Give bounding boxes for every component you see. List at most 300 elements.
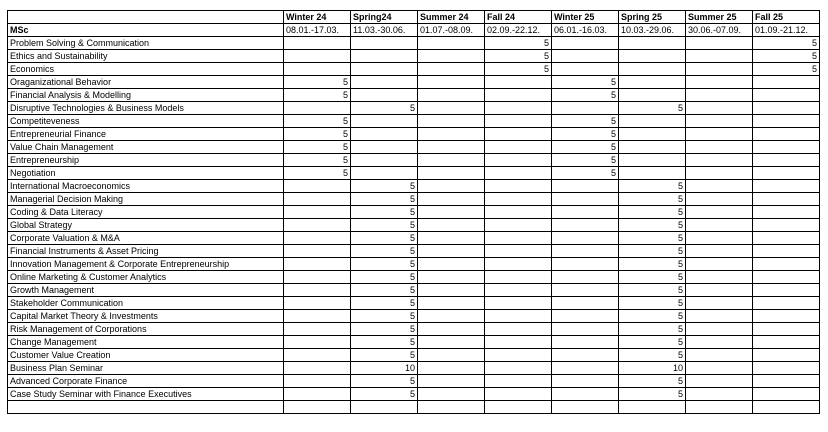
credit-cell[interactable] xyxy=(485,206,552,219)
credit-cell[interactable] xyxy=(284,271,351,284)
credit-cell[interactable] xyxy=(351,154,418,167)
credit-cell[interactable] xyxy=(284,388,351,401)
course-name-cell[interactable]: Financial Instruments & Asset Pricing xyxy=(8,245,284,258)
credit-cell[interactable] xyxy=(619,167,686,180)
credit-cell[interactable] xyxy=(552,349,619,362)
credit-cell[interactable] xyxy=(485,284,552,297)
credit-cell[interactable] xyxy=(552,219,619,232)
credit-cell[interactable] xyxy=(619,63,686,76)
credit-cell[interactable] xyxy=(418,258,485,271)
table-row xyxy=(8,258,820,271)
credit-cell[interactable]: 5 xyxy=(485,37,552,50)
credit-cell[interactable]: 5 xyxy=(619,310,686,323)
credit-cell[interactable]: 5 xyxy=(619,206,686,219)
credit-cell[interactable] xyxy=(753,323,820,336)
credit-cell[interactable]: 5 xyxy=(619,284,686,297)
credit-cell[interactable] xyxy=(418,401,485,414)
course-name-cell[interactable]: Global Strategy xyxy=(8,219,284,232)
credit-cell[interactable] xyxy=(552,362,619,375)
course-name-cell[interactable]: Online Marketing & Customer Analytics xyxy=(8,271,284,284)
credit-cell[interactable]: 5 xyxy=(485,63,552,76)
credit-cell[interactable] xyxy=(753,388,820,401)
credit-cell[interactable] xyxy=(619,37,686,50)
credit-cell[interactable] xyxy=(686,258,753,271)
term-header-cell[interactable]: Winter 24 xyxy=(284,11,351,24)
credit-cell[interactable] xyxy=(686,284,753,297)
credit-cell[interactable] xyxy=(418,284,485,297)
credit-cell[interactable] xyxy=(552,310,619,323)
credit-cell[interactable] xyxy=(418,323,485,336)
credit-cell[interactable] xyxy=(351,37,418,50)
credit-cell[interactable] xyxy=(351,141,418,154)
credit-cell[interactable] xyxy=(686,50,753,63)
credit-cell[interactable]: 5 xyxy=(351,180,418,193)
term-header-cell[interactable]: Fall 24 xyxy=(485,11,552,24)
credit-cell[interactable] xyxy=(485,154,552,167)
credit-cell[interactable] xyxy=(753,336,820,349)
credit-cell[interactable] xyxy=(753,258,820,271)
credit-cell[interactable] xyxy=(686,193,753,206)
credit-cell[interactable] xyxy=(619,115,686,128)
credit-cell[interactable] xyxy=(284,232,351,245)
credit-cell[interactable]: 5 xyxy=(351,219,418,232)
table-row xyxy=(8,375,820,388)
credit-cell[interactable] xyxy=(418,297,485,310)
credit-cell[interactable] xyxy=(619,141,686,154)
term-dates-cell[interactable]: 02.09.-22.12. xyxy=(485,24,552,37)
term-header-cell[interactable]: Summer 24 xyxy=(418,11,485,24)
credit-cell[interactable] xyxy=(351,50,418,63)
credit-cell[interactable]: 5 xyxy=(284,167,351,180)
credit-cell[interactable] xyxy=(418,362,485,375)
term-header-cell[interactable]: Winter 25 xyxy=(552,11,619,24)
credit-cell[interactable]: 5 xyxy=(552,141,619,154)
credit-cell[interactable] xyxy=(284,310,351,323)
credit-cell[interactable]: 5 xyxy=(351,310,418,323)
credit-cell[interactable] xyxy=(686,167,753,180)
course-name-cell[interactable] xyxy=(8,401,284,414)
credit-cell[interactable] xyxy=(552,193,619,206)
credit-cell[interactable] xyxy=(552,297,619,310)
credit-cell[interactable] xyxy=(686,336,753,349)
credit-cell[interactable]: 5 xyxy=(351,258,418,271)
credit-cell[interactable] xyxy=(284,401,351,414)
credit-cell[interactable] xyxy=(485,310,552,323)
term-dates-cell[interactable]: 06.01.-16.03. xyxy=(552,24,619,37)
credit-cell[interactable] xyxy=(351,89,418,102)
credit-cell[interactable]: 5 xyxy=(552,128,619,141)
credit-cell[interactable]: 5 xyxy=(351,206,418,219)
program-label-cell[interactable]: MSc xyxy=(8,24,284,37)
credit-cell[interactable] xyxy=(485,362,552,375)
credit-cell[interactable] xyxy=(485,323,552,336)
credit-cell[interactable] xyxy=(284,102,351,115)
credit-cell[interactable] xyxy=(753,232,820,245)
credit-cell[interactable]: 5 xyxy=(619,219,686,232)
credit-cell[interactable] xyxy=(418,349,485,362)
credit-cell[interactable] xyxy=(418,76,485,89)
credit-cell[interactable]: 5 xyxy=(552,76,619,89)
credit-cell[interactable] xyxy=(485,89,552,102)
table-row xyxy=(8,102,820,115)
credit-cell[interactable]: 5 xyxy=(552,154,619,167)
credit-cell[interactable]: 5 xyxy=(284,76,351,89)
credit-cell[interactable] xyxy=(552,258,619,271)
credit-cell[interactable] xyxy=(418,63,485,76)
credit-cell[interactable]: 5 xyxy=(351,284,418,297)
term-dates-cell[interactable]: 10.03.-29.06. xyxy=(619,24,686,37)
credit-cell[interactable]: 5 xyxy=(619,271,686,284)
credit-cell[interactable] xyxy=(552,180,619,193)
credit-cell[interactable]: 10 xyxy=(351,362,418,375)
credit-cell[interactable] xyxy=(753,297,820,310)
course-name-cell[interactable]: Advanced Corporate Finance xyxy=(8,375,284,388)
course-name-cell[interactable]: Ethics and Sustainability xyxy=(8,50,284,63)
credit-cell[interactable] xyxy=(753,167,820,180)
course-name-cell[interactable]: Oraganizational Behavior xyxy=(8,76,284,89)
credit-cell[interactable]: 5 xyxy=(619,388,686,401)
credit-cell[interactable]: 5 xyxy=(552,167,619,180)
credit-cell[interactable]: 5 xyxy=(351,271,418,284)
credit-cell[interactable]: 5 xyxy=(351,388,418,401)
credit-cell[interactable]: 5 xyxy=(351,349,418,362)
credit-cell[interactable] xyxy=(753,362,820,375)
credit-cell[interactable] xyxy=(753,349,820,362)
table-row xyxy=(8,310,820,323)
credit-cell[interactable] xyxy=(753,401,820,414)
credit-cell[interactable] xyxy=(552,401,619,414)
credit-cell[interactable]: 5 xyxy=(619,297,686,310)
course-name-cell[interactable]: Negotiation xyxy=(8,167,284,180)
credit-cell[interactable] xyxy=(619,154,686,167)
term-dates-cell[interactable]: 08.01.-17.03. xyxy=(284,24,351,37)
credit-cell[interactable] xyxy=(418,336,485,349)
credit-cell[interactable] xyxy=(418,89,485,102)
credit-cell[interactable] xyxy=(552,284,619,297)
credit-cell[interactable] xyxy=(418,37,485,50)
credit-cell[interactable] xyxy=(753,219,820,232)
credit-cell[interactable] xyxy=(753,375,820,388)
credit-cell[interactable]: 5 xyxy=(619,258,686,271)
table-row xyxy=(8,219,820,232)
credit-cell[interactable] xyxy=(686,37,753,50)
credit-cell[interactable] xyxy=(485,375,552,388)
credit-cell[interactable] xyxy=(686,115,753,128)
course-name-cell[interactable]: Competiteveness xyxy=(8,115,284,128)
credit-cell[interactable]: 5 xyxy=(284,89,351,102)
credit-cell[interactable] xyxy=(686,388,753,401)
credit-cell[interactable] xyxy=(753,193,820,206)
course-name-cell[interactable]: Entrepreneurial Finance xyxy=(8,128,284,141)
credit-cell[interactable] xyxy=(284,375,351,388)
course-name-cell[interactable]: Innovation Management & Corporate Entrepreneurship xyxy=(8,258,284,271)
course-name-cell[interactable]: Entrepreneurship xyxy=(8,154,284,167)
credit-cell[interactable] xyxy=(418,102,485,115)
credit-cell[interactable]: 10 xyxy=(619,362,686,375)
credit-cell[interactable] xyxy=(284,206,351,219)
term-header-cell[interactable]: Fall 25 xyxy=(753,11,820,24)
credit-cell[interactable] xyxy=(686,141,753,154)
credit-cell[interactable] xyxy=(351,401,418,414)
credit-cell[interactable] xyxy=(485,141,552,154)
credit-cell[interactable] xyxy=(753,206,820,219)
credit-cell[interactable]: 5 xyxy=(619,349,686,362)
credit-cell[interactable]: 5 xyxy=(619,375,686,388)
credit-cell[interactable] xyxy=(485,76,552,89)
table-row xyxy=(8,297,820,310)
credit-cell[interactable]: 5 xyxy=(284,154,351,167)
credit-cell[interactable] xyxy=(552,232,619,245)
table-row xyxy=(8,89,820,102)
credit-cell[interactable]: 5 xyxy=(351,245,418,258)
table-row xyxy=(8,401,820,414)
credit-cell[interactable]: 5 xyxy=(552,115,619,128)
credit-cell[interactable] xyxy=(619,89,686,102)
credit-cell[interactable]: 5 xyxy=(619,193,686,206)
credit-cell[interactable]: 5 xyxy=(351,336,418,349)
credit-cell[interactable] xyxy=(686,154,753,167)
credit-cell[interactable] xyxy=(351,63,418,76)
credit-cell[interactable] xyxy=(686,375,753,388)
credit-cell[interactable] xyxy=(284,362,351,375)
credit-cell[interactable] xyxy=(485,115,552,128)
credit-cell[interactable] xyxy=(284,297,351,310)
credit-cell[interactable] xyxy=(686,89,753,102)
credit-cell[interactable] xyxy=(418,271,485,284)
credit-cell[interactable] xyxy=(418,310,485,323)
table-row xyxy=(8,362,820,375)
credit-cell[interactable] xyxy=(686,310,753,323)
credit-cell[interactable] xyxy=(686,102,753,115)
credit-cell[interactable] xyxy=(686,401,753,414)
credit-cell[interactable] xyxy=(284,180,351,193)
credit-cell[interactable]: 5 xyxy=(619,102,686,115)
credit-cell[interactable] xyxy=(485,128,552,141)
credit-cell[interactable] xyxy=(619,50,686,63)
credit-cell[interactable]: 5 xyxy=(351,375,418,388)
credit-cell[interactable] xyxy=(418,167,485,180)
credit-cell[interactable] xyxy=(284,258,351,271)
course-name-cell[interactable]: Stakeholder Communication xyxy=(8,297,284,310)
credit-cell[interactable] xyxy=(552,245,619,258)
credit-cell[interactable] xyxy=(686,232,753,245)
credit-cell[interactable] xyxy=(753,76,820,89)
credit-cell[interactable]: 5 xyxy=(619,323,686,336)
course-name-cell[interactable]: Growth Management xyxy=(8,284,284,297)
credit-cell[interactable] xyxy=(284,323,351,336)
credit-cell[interactable]: 5 xyxy=(351,102,418,115)
credit-cell[interactable] xyxy=(284,349,351,362)
course-name-cell[interactable]: Business Plan Seminar xyxy=(8,362,284,375)
credit-cell[interactable]: 5 xyxy=(351,297,418,310)
course-name-cell[interactable]: Financial Analysis & Modelling xyxy=(8,89,284,102)
credit-cell[interactable] xyxy=(485,219,552,232)
credit-cell[interactable] xyxy=(552,50,619,63)
credit-cell[interactable] xyxy=(753,245,820,258)
credit-cell[interactable] xyxy=(485,102,552,115)
credit-cell[interactable] xyxy=(485,193,552,206)
credit-cell[interactable] xyxy=(485,401,552,414)
credit-cell[interactable] xyxy=(485,349,552,362)
credit-cell[interactable] xyxy=(686,297,753,310)
course-name-cell[interactable]: Coding & Data Literacy xyxy=(8,206,284,219)
credit-cell[interactable] xyxy=(753,154,820,167)
course-name-cell[interactable]: Managerial Decision Making xyxy=(8,193,284,206)
course-schedule-table xyxy=(7,10,820,414)
credit-cell[interactable] xyxy=(552,375,619,388)
credit-cell[interactable] xyxy=(284,50,351,63)
credit-cell[interactable]: 5 xyxy=(351,323,418,336)
term-header-cell[interactable]: Spring 25 xyxy=(619,11,686,24)
credit-cell[interactable] xyxy=(351,76,418,89)
table-row xyxy=(8,63,820,76)
credit-cell[interactable] xyxy=(418,245,485,258)
term-header-cell[interactable]: Spring24 xyxy=(351,11,418,24)
credit-cell[interactable] xyxy=(351,167,418,180)
credit-cell[interactable] xyxy=(753,284,820,297)
course-name-cell[interactable]: Customer Value Creation xyxy=(8,349,284,362)
credit-cell[interactable] xyxy=(552,206,619,219)
credit-cell[interactable] xyxy=(753,102,820,115)
credit-cell[interactable] xyxy=(552,336,619,349)
course-name-cell[interactable]: Disruptive Technologies & Business Models xyxy=(8,102,284,115)
credit-cell[interactable] xyxy=(619,76,686,89)
credit-cell[interactable] xyxy=(552,63,619,76)
table-row xyxy=(8,141,820,154)
credit-cell[interactable] xyxy=(418,206,485,219)
credit-cell[interactable] xyxy=(418,219,485,232)
credit-cell[interactable]: 5 xyxy=(284,128,351,141)
credit-cell[interactable] xyxy=(686,323,753,336)
credit-cell[interactable] xyxy=(686,362,753,375)
credit-cell[interactable]: 5 xyxy=(619,232,686,245)
course-name-cell[interactable]: International Macroeconomics xyxy=(8,180,284,193)
table-row xyxy=(8,154,820,167)
credit-cell[interactable]: 5 xyxy=(619,180,686,193)
credit-cell[interactable] xyxy=(418,141,485,154)
credit-cell[interactable] xyxy=(485,336,552,349)
credit-cell[interactable]: 5 xyxy=(351,232,418,245)
credit-cell[interactable] xyxy=(284,284,351,297)
credit-cell[interactable] xyxy=(485,297,552,310)
credit-cell[interactable] xyxy=(686,245,753,258)
credit-cell[interactable]: 5 xyxy=(753,63,820,76)
table-row xyxy=(8,76,820,89)
credit-cell[interactable] xyxy=(753,89,820,102)
table-row xyxy=(8,388,820,401)
credit-cell[interactable] xyxy=(686,219,753,232)
credit-cell[interactable] xyxy=(552,37,619,50)
credit-cell[interactable] xyxy=(284,193,351,206)
credit-cell[interactable] xyxy=(686,349,753,362)
credit-cell[interactable] xyxy=(485,258,552,271)
term-dates-cell[interactable]: 01.09.-21.12. xyxy=(753,24,820,37)
table-row xyxy=(8,115,820,128)
credit-cell[interactable] xyxy=(284,37,351,50)
credit-cell[interactable] xyxy=(418,388,485,401)
credit-cell[interactable] xyxy=(284,219,351,232)
credit-cell[interactable]: 5 xyxy=(753,37,820,50)
credit-cell[interactable] xyxy=(552,388,619,401)
credit-cell[interactable] xyxy=(485,167,552,180)
credit-cell[interactable] xyxy=(552,271,619,284)
credit-cell[interactable] xyxy=(418,232,485,245)
credit-cell[interactable] xyxy=(753,128,820,141)
course-name-cell[interactable]: Capital Market Theory & Investments xyxy=(8,310,284,323)
course-name-cell[interactable]: Case Study Seminar with Finance Executives xyxy=(8,388,284,401)
term-dates-cell[interactable]: 01.07.-08.09. xyxy=(418,24,485,37)
table-row xyxy=(8,180,820,193)
credit-cell[interactable] xyxy=(418,180,485,193)
credit-cell[interactable] xyxy=(284,63,351,76)
credit-cell[interactable] xyxy=(485,388,552,401)
credit-cell[interactable] xyxy=(686,128,753,141)
credit-cell[interactable]: 5 xyxy=(284,141,351,154)
credit-cell[interactable]: 5 xyxy=(485,50,552,63)
term-dates-cell[interactable]: 11.03.-30.06. xyxy=(351,24,418,37)
credit-cell[interactable] xyxy=(619,401,686,414)
course-name-cell[interactable]: Value Chain Management xyxy=(8,141,284,154)
credit-cell[interactable] xyxy=(418,193,485,206)
credit-cell[interactable] xyxy=(753,180,820,193)
credit-cell[interactable]: 5 xyxy=(619,336,686,349)
credit-cell[interactable]: 5 xyxy=(552,89,619,102)
credit-cell[interactable] xyxy=(753,141,820,154)
credit-cell[interactable] xyxy=(418,375,485,388)
course-name-cell[interactable]: Risk Management of Corporations xyxy=(8,323,284,336)
table-row xyxy=(8,349,820,362)
term-dates-cell[interactable]: 30.06.-07.09. xyxy=(686,24,753,37)
credit-cell[interactable] xyxy=(753,310,820,323)
credit-cell[interactable] xyxy=(552,102,619,115)
course-name-cell[interactable]: Change Management xyxy=(8,336,284,349)
table-row xyxy=(8,193,820,206)
credit-cell[interactable] xyxy=(619,128,686,141)
table-row xyxy=(8,206,820,219)
credit-cell[interactable] xyxy=(686,76,753,89)
credit-cell[interactable] xyxy=(284,336,351,349)
credit-cell[interactable] xyxy=(485,245,552,258)
credit-cell[interactable]: 5 xyxy=(351,193,418,206)
header-corner-cell[interactable] xyxy=(8,11,284,24)
credit-cell[interactable] xyxy=(418,50,485,63)
course-name-cell[interactable]: Economics xyxy=(8,63,284,76)
credit-cell[interactable] xyxy=(485,271,552,284)
credit-cell[interactable]: 5 xyxy=(619,245,686,258)
credit-cell[interactable]: 5 xyxy=(284,115,351,128)
credit-cell[interactable] xyxy=(351,115,418,128)
credit-cell[interactable] xyxy=(753,115,820,128)
credit-cell[interactable] xyxy=(284,245,351,258)
credit-cell[interactable] xyxy=(686,271,753,284)
dates-row xyxy=(8,24,820,37)
term-header-cell[interactable]: Summer 25 xyxy=(686,11,753,24)
course-name-cell[interactable]: Problem Solving & Communication xyxy=(8,37,284,50)
credit-cell[interactable] xyxy=(418,154,485,167)
credit-cell[interactable] xyxy=(686,206,753,219)
credit-cell[interactable] xyxy=(686,63,753,76)
credit-cell[interactable] xyxy=(485,232,552,245)
credit-cell[interactable] xyxy=(418,115,485,128)
course-name-cell[interactable]: Corporate Valuation & M&A xyxy=(8,232,284,245)
credit-cell[interactable] xyxy=(753,271,820,284)
credit-cell[interactable] xyxy=(485,180,552,193)
credit-cell[interactable] xyxy=(418,128,485,141)
credit-cell[interactable] xyxy=(686,180,753,193)
credit-cell[interactable] xyxy=(351,128,418,141)
credit-cell[interactable] xyxy=(552,323,619,336)
credit-cell[interactable]: 5 xyxy=(753,50,820,63)
